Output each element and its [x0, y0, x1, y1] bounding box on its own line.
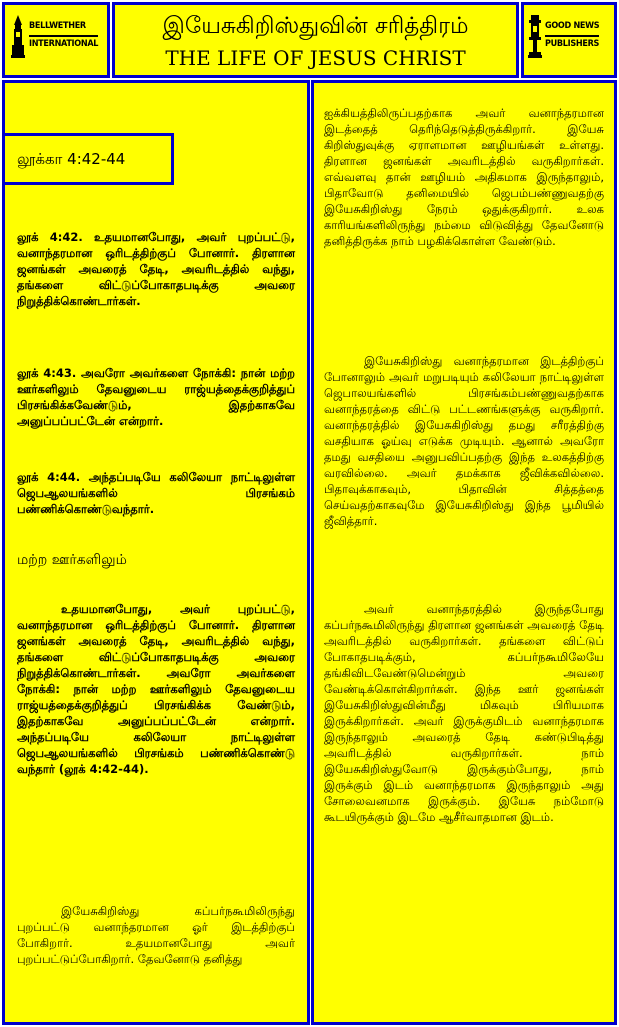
commentary-paragraph: அவர் வனாந்தரத்தில் இருந்தபோது கப்பர்நகூமிலிருந்து திரளான ஜனங்கள் அவரைத் தேடி அவரிடத்தில் வருகிறார்கள். தங்களை விட்டுப் போகாதபடிக்கும், கப்பர்நகூமிலேயே தங்கிவிடவேண்டுமென்றும் அவரை வேண்டிக்கொள்கிறார்கள். இந்த ஊர் ஜனங்கள் இயேசுகிறிஸ்துவின்மீது மிகவும் பிரியமாக இருக்கிறார்கள். அவர் இருக்குமிடம் வனாந்தரமாக இருந்தாலும் அவரைத் தேடி கண்டுபிடித்து அவரிடத்தில் வருகிறார்கள். நாம் இயேசுகிறிஸ்துவோடு இருக்கும்போது, நாம் இருக்கும் இடம் வனாந்தரமாக இருந்தாலும் அது சோலைவனமாக இருக்கும். இயேசு நம்மோடு கூடயிருக்கும் இடமே ஆசீர்வாதமான இடம்.	[324, 602, 604, 824]
good-news-logo-panel	[521, 2, 617, 78]
verse-4-42: லூக் 4:42. உதயமானபோது, அவர் புறப்பட்டு, வனாந்தரமான ஒரிடத்திற்குப் போனார். திரளான ஜனங்கள் அவரைத் தேடி, அவரிடத்தில் வந்து, தங்களை விட்டுப்போகாதபடிக்கு அவரை நிறுத்திக்கொண்டார்கள்.	[17, 230, 295, 308]
logo-line-2: INTERNATIONAL	[29, 39, 99, 49]
commentary-text	[324, 601, 604, 825]
verse-text	[17, 365, 295, 429]
tower-icon	[11, 15, 25, 59]
verse-4-43: லூக் 4:43. அவரோ அவர்களை நோக்கி: நான் மற்ற ஊர்களிலும் தேவனுடைய ராஜ்யத்தைக்குறித்துப் பிரசங்கிக்கவேண்டும், இதற்காகவே அனுப்பப்பட்டேன் என்றார்.	[17, 366, 295, 428]
bellwether-logo-panel	[2, 2, 110, 78]
left-column	[2, 80, 310, 1025]
verse-text	[17, 229, 295, 309]
section-subheading: மற்ற ஊர்களிலும்	[17, 552, 127, 568]
commentary-paragraph: இயேசுகிறிஸ்து வனாந்தரமான இடத்திற்குப் போனாலும் அவர் மறுபடியும் கலிலேயா நாட்டிலுள்ள ஜெபாலயங்களில் பிரசங்கம்பண்ணுவதற்காக வனாந்தரத்தை விட்டு பட்டணங்களுக்கு வருகிறார். வனாந்தரத்தில் இயேசுகிறிஸ்து தமது சரீரத்திற்கு வசதியாக ஓய்வு எடுக்க முடியும். ஆனால் அவரோ தமது வசதியை அனுபவிப்பதற்கு இந்த உலகத்திற்கு வரவில்லை. அவர் தமக்காக ஜீவிக்கவில்லை. பிதாவுக்காகவும், பிதாவின் சித்தத்தை செய்வதற்காகவுமே இயேசுகிறிஸ்து இந்த பூமியில் ஜீவித்தார்.	[324, 354, 604, 528]
scripture-reference: லூக்கா 4:42-44	[17, 150, 126, 168]
passage-text	[17, 601, 295, 777]
commentary-text	[324, 105, 604, 249]
passage-paragraph: உதயமானபோது, அவர் புறப்பட்டு, வனாந்தரமான ஒரிடத்திற்குப் போனார். திரளான ஜனங்கள் அவரைத் தேடி, அவரிடத்தில் வந்து, தங்களை விட்டுப்போகாதபடிக்கு அவரை நிறுத்திக்கொண்டார்கள். அவரோ அவர்களை நோக்கி: நான் மற்ற ஊர்களிலும் தேவனுடைய ராஜ்யத்தைக்குறித்துப் பிரசங்கிக்க வேண்டும், இதற்காகவே அனுப்பப்பட்டேன் என்றார். அந்தப்படியே கலிலேயா நாட்டிலுள்ள ஜெபஆலயங்களில் பிரசங்கம் பண்ணிக்கொண்டு வந்தார் (லூக் 4:42-44).	[17, 602, 295, 776]
commentary-paragraph: ஐக்கியத்திலிருப்பதற்காக அவர் வனாந்தரமான இடத்தைத் தெரிந்தெடுத்திருக்கிறார். இயேசு கிறிஸ்துவுக்கு ஏராளமான ஊழியங்கள் உள்ளது. திரளான ஜனங்கள் அவரிடத்தில் வருகிறார்கள். எவ்வளவு தான் ஊழியம் அதிகமாக இருந்தாலும், பிதாவோடு தனிமையில் ஜெபம்பண்ணுவதற்கு இயேசுகிறிஸ்து நேரம் ஒதுக்குகிறார். உலக காரியங்களிலிருந்து நம்மை விடுவித்து தேவனோடு தனித்திருக்க நாம் பழகிக்கொள்ள வேண்டும்.	[324, 106, 604, 248]
logo-line-2: PUBLISHERS	[545, 39, 600, 49]
logo-line-1: BELLWETHER	[29, 19, 98, 37]
logo-line-1: GOOD NEWS	[545, 19, 599, 37]
bellwether-logo	[11, 15, 103, 67]
verse-text	[17, 469, 295, 517]
title-panel	[112, 2, 519, 78]
commentary-paragraph: இயேசுகிறிஸ்து கப்பர்நகூமிலிருந்து புறப்பட்டு வனாந்தரமான ஓர் இடத்திற்குப் போகிறார். உதயமானபோது அவர் புறப்பட்டுப்போகிறார். தேவனோடு தனித்து	[17, 904, 295, 966]
commentary-text	[17, 903, 295, 967]
page-title-tamil: இயேசுகிறிஸ்துவின் சரித்திரம்	[162, 13, 469, 39]
verse-4-44: லூக் 4:44. அந்தப்படியே கலிலேயா நாட்டிலுள்ள ஜெபஆலயங்களில் பிரசங்கம் பண்ணிக்கொண்டுவந்தார்.	[17, 470, 295, 516]
lamp-icon	[528, 15, 542, 59]
good-news-logo	[528, 15, 610, 67]
right-column	[311, 80, 617, 1025]
scripture-reference-box	[2, 133, 174, 185]
page-title-english: THE LIFE OF JESUS CHRIST	[165, 46, 466, 70]
commentary-text	[324, 353, 604, 529]
